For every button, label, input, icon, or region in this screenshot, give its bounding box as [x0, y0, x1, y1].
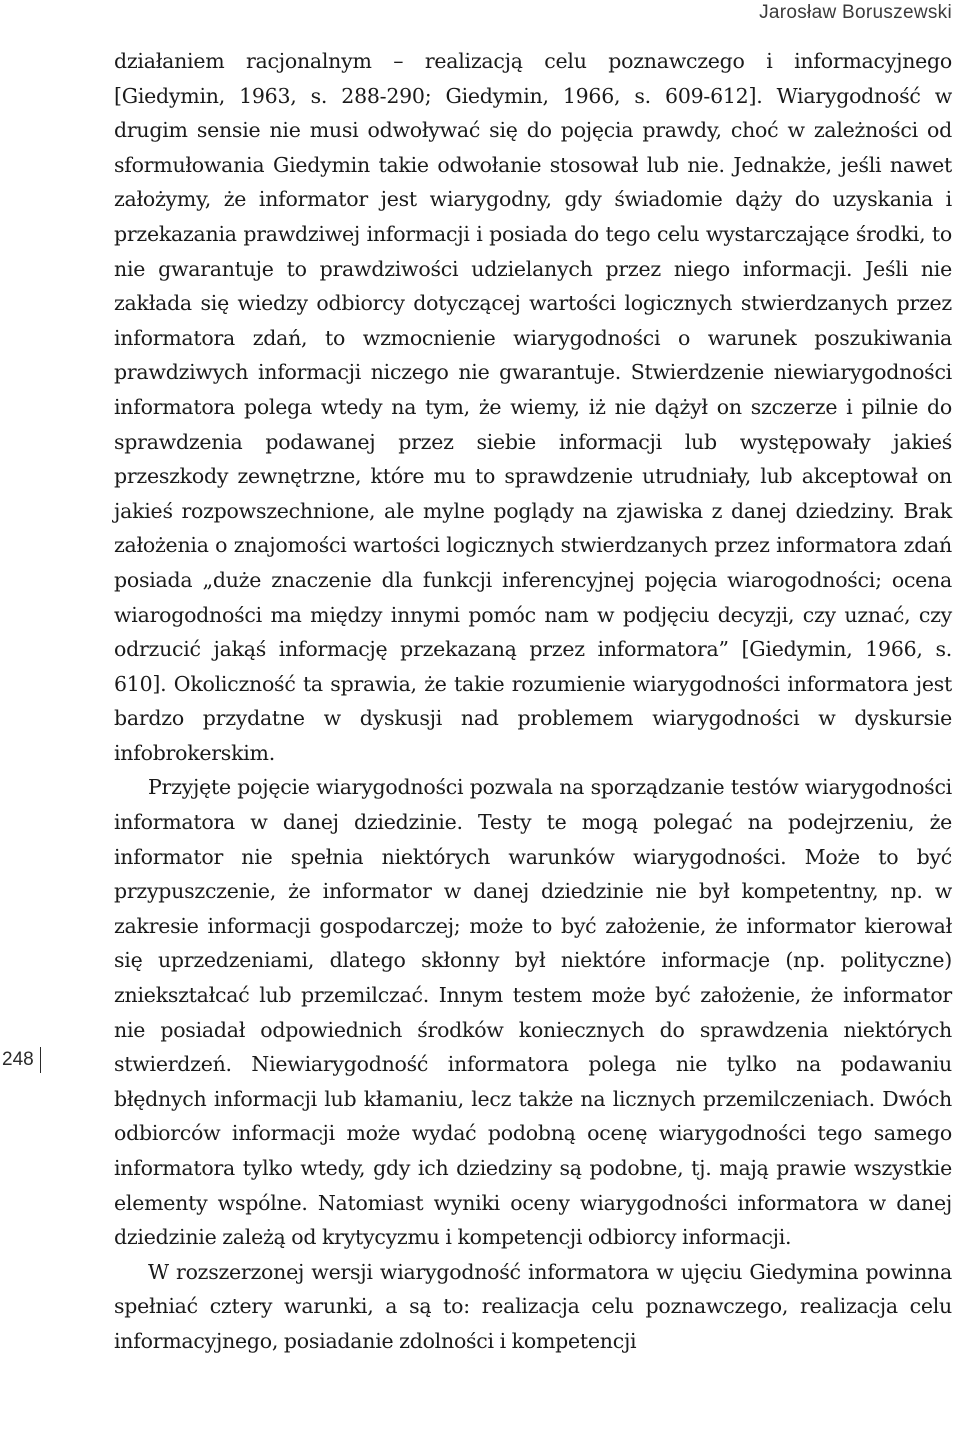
- paragraph-3: W rozszerzonej wersji wiarygodność informatora w ujęciu Giedymina powinna spełniać cztery warunki, a są to: realizacja celu poznawczego, realizacja celu informacyjnego, posiadanie zdolności i kompetencji: [114, 1259, 952, 1353]
- body-text: [114, 44, 952, 1359]
- paragraph-1: działaniem racjonalnym – realizacją celu poznawczego i informacyjnego [Giedymin, 1963, s. 288-290; Giedymin, 1966, s. 609-612]. Wiarygodność w drugim sensie nie musi odwoływać się do pojęcia prawdy, choć w zależności od sformułowania Giedymin takie odwołanie stosował lub nie. Jednakże, jeśli nawet założymy, że informator jest wiarygodny, gdy świadomie dąży do uzyskania i przekazania prawdziwej informacji i posiada do tego celu wystarczające środki, to nie gwarantuje to prawdziwości udzielanych przez niego informacji. Jeśli nie zakłada się wiedzy odbiorcy dotyczącej wartości logicznych stwierdzanych przez informatora zdań, to wzmocnienie wiarygodności o warunek poszukiwania prawdziwych informacji niczego nie gwarantuje. Stwierdzenie niewiarygodności informatora polega wtedy na tym, że wiemy, iż nie dążył on szczerze i pilnie do sprawdzenia podawanej przez siebie informacji lub występowały jakieś przeszkody zewnętrzne, które mu to sprawdzenie utrudniały, lub akceptował on jakieś rozpowszechnione, ale mylne poglądy na zjawiska z danej dziedziny. Brak założenia o znajomości wartości logicznych stwierdzanych przez informatora zdań posiada „duże znaczenie dla funkcji inferencyjnej pojęcia wiarogodności; ocena wiarogodności ma między innymi pomóc nam w podjęciu decyzji, czy uznać, czy odrzucić jakąś informację przekazaną przez informatora” [Giedymin, 1966, s. 610]. Okoliczność ta sprawia, że takie rozumienie wiarygodności informatora jest bardzo przydatne w dyskusji nad problemem wiarygodności w dyskursie infobrokerskim.: [114, 49, 952, 765]
- page-number: 248: [2, 1047, 41, 1073]
- running-head-author: Jarosław Boruszewski: [759, 2, 952, 23]
- paragraph-2: Przyjęte pojęcie wiarygodności pozwala na sporządzanie testów wiarygodności informatora w danej dziedzinie. Testy te mogą polegać na podejrzeniu, że informator nie spełnia niektórych warunków wiarygodności. Może to być przypuszczenie, że informator w danej dziedzinie nie był kompetentny, np. w zakresie informacji gospodarczej; może to być założenie, że informator kierował się uprzedzeniami, dlatego skłonny był niektóre informacje (np. polityczne) zniekształcać lub przemilczać. Innym testem może być założenie, że informator nie posiadał odpowiednich środków koniecznych do sprawdzenia niektórych stwierdzeń. Niewiarygodność informatora polega nie tylko na podawaniu błędnych informacji lub kłamaniu, lecz także na licznych przemilczeniach. Dwóch odbiorców informacji może wydać podobną ocenę wiarygodności tego samego informatora tylko wtedy, gdy ich dziedziny są podobne, tj. mają prawie wszystkie elementy wspólne. Natomiast wyniki oceny wiarygodności informatora w danej dziedzinie zależą od krytycyzmu i kompetencji odbiorcy informacji.: [114, 775, 952, 1250]
